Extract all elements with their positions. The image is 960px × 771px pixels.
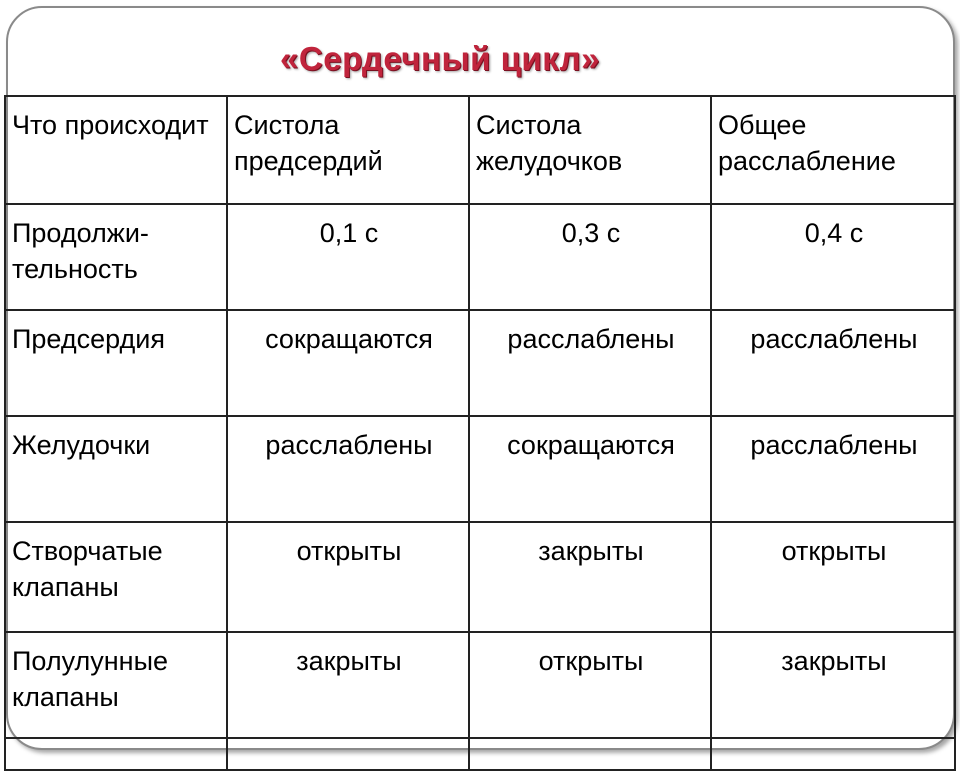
table-cell: закрыты [469,522,711,632]
header-cell-what-happens: Что происходит [5,96,227,204]
table-cell: расслаблены [469,310,711,416]
table-row [5,522,955,632]
table-cell: закрыты [711,632,955,738]
header-cell-atrial-systole: Систола предсердий [227,96,469,204]
slide-title: «Сердечный цикл» [280,40,600,77]
table-row [5,204,955,310]
table-cell: сокращаются [469,416,711,522]
table-cell: 0,1 с [227,204,469,310]
row-label-ventricles: Желудочки [5,416,227,522]
table-row [5,310,955,416]
table-cell: открыты [227,522,469,632]
table-cell: 0,4 с [711,204,955,310]
row-label-duration: Продолжи-тельность [5,204,227,310]
table-cell: расслаблены [711,416,955,522]
table-cell: сокращаются [227,310,469,416]
table-cell-empty [5,738,227,770]
table-cell-empty [711,738,955,770]
table-cell: закрыты [227,632,469,738]
table-header-row [5,96,955,204]
table-cell: 0,3 с [469,204,711,310]
table-cell: расслаблены [711,310,955,416]
table-cell: открыты [469,632,711,738]
table-cell: расслаблены [227,416,469,522]
row-label-semilunar-valves: Полулунные клапаны [5,632,227,738]
table-row [5,632,955,738]
table-cell-empty [227,738,469,770]
table-cell: открыты [711,522,955,632]
header-cell-ventricular-systole: Систола желудочков [469,96,711,204]
table-row [5,416,955,522]
table-cell-empty [469,738,711,770]
table-row-cutoff [5,738,955,770]
heart-cycle-table [4,95,956,771]
header-cell-general-relaxation: Общее расслабление [711,96,955,204]
row-label-atrioventricular-valves: Створчатые клапаны [5,522,227,632]
row-label-atria: Предсердия [5,310,227,416]
